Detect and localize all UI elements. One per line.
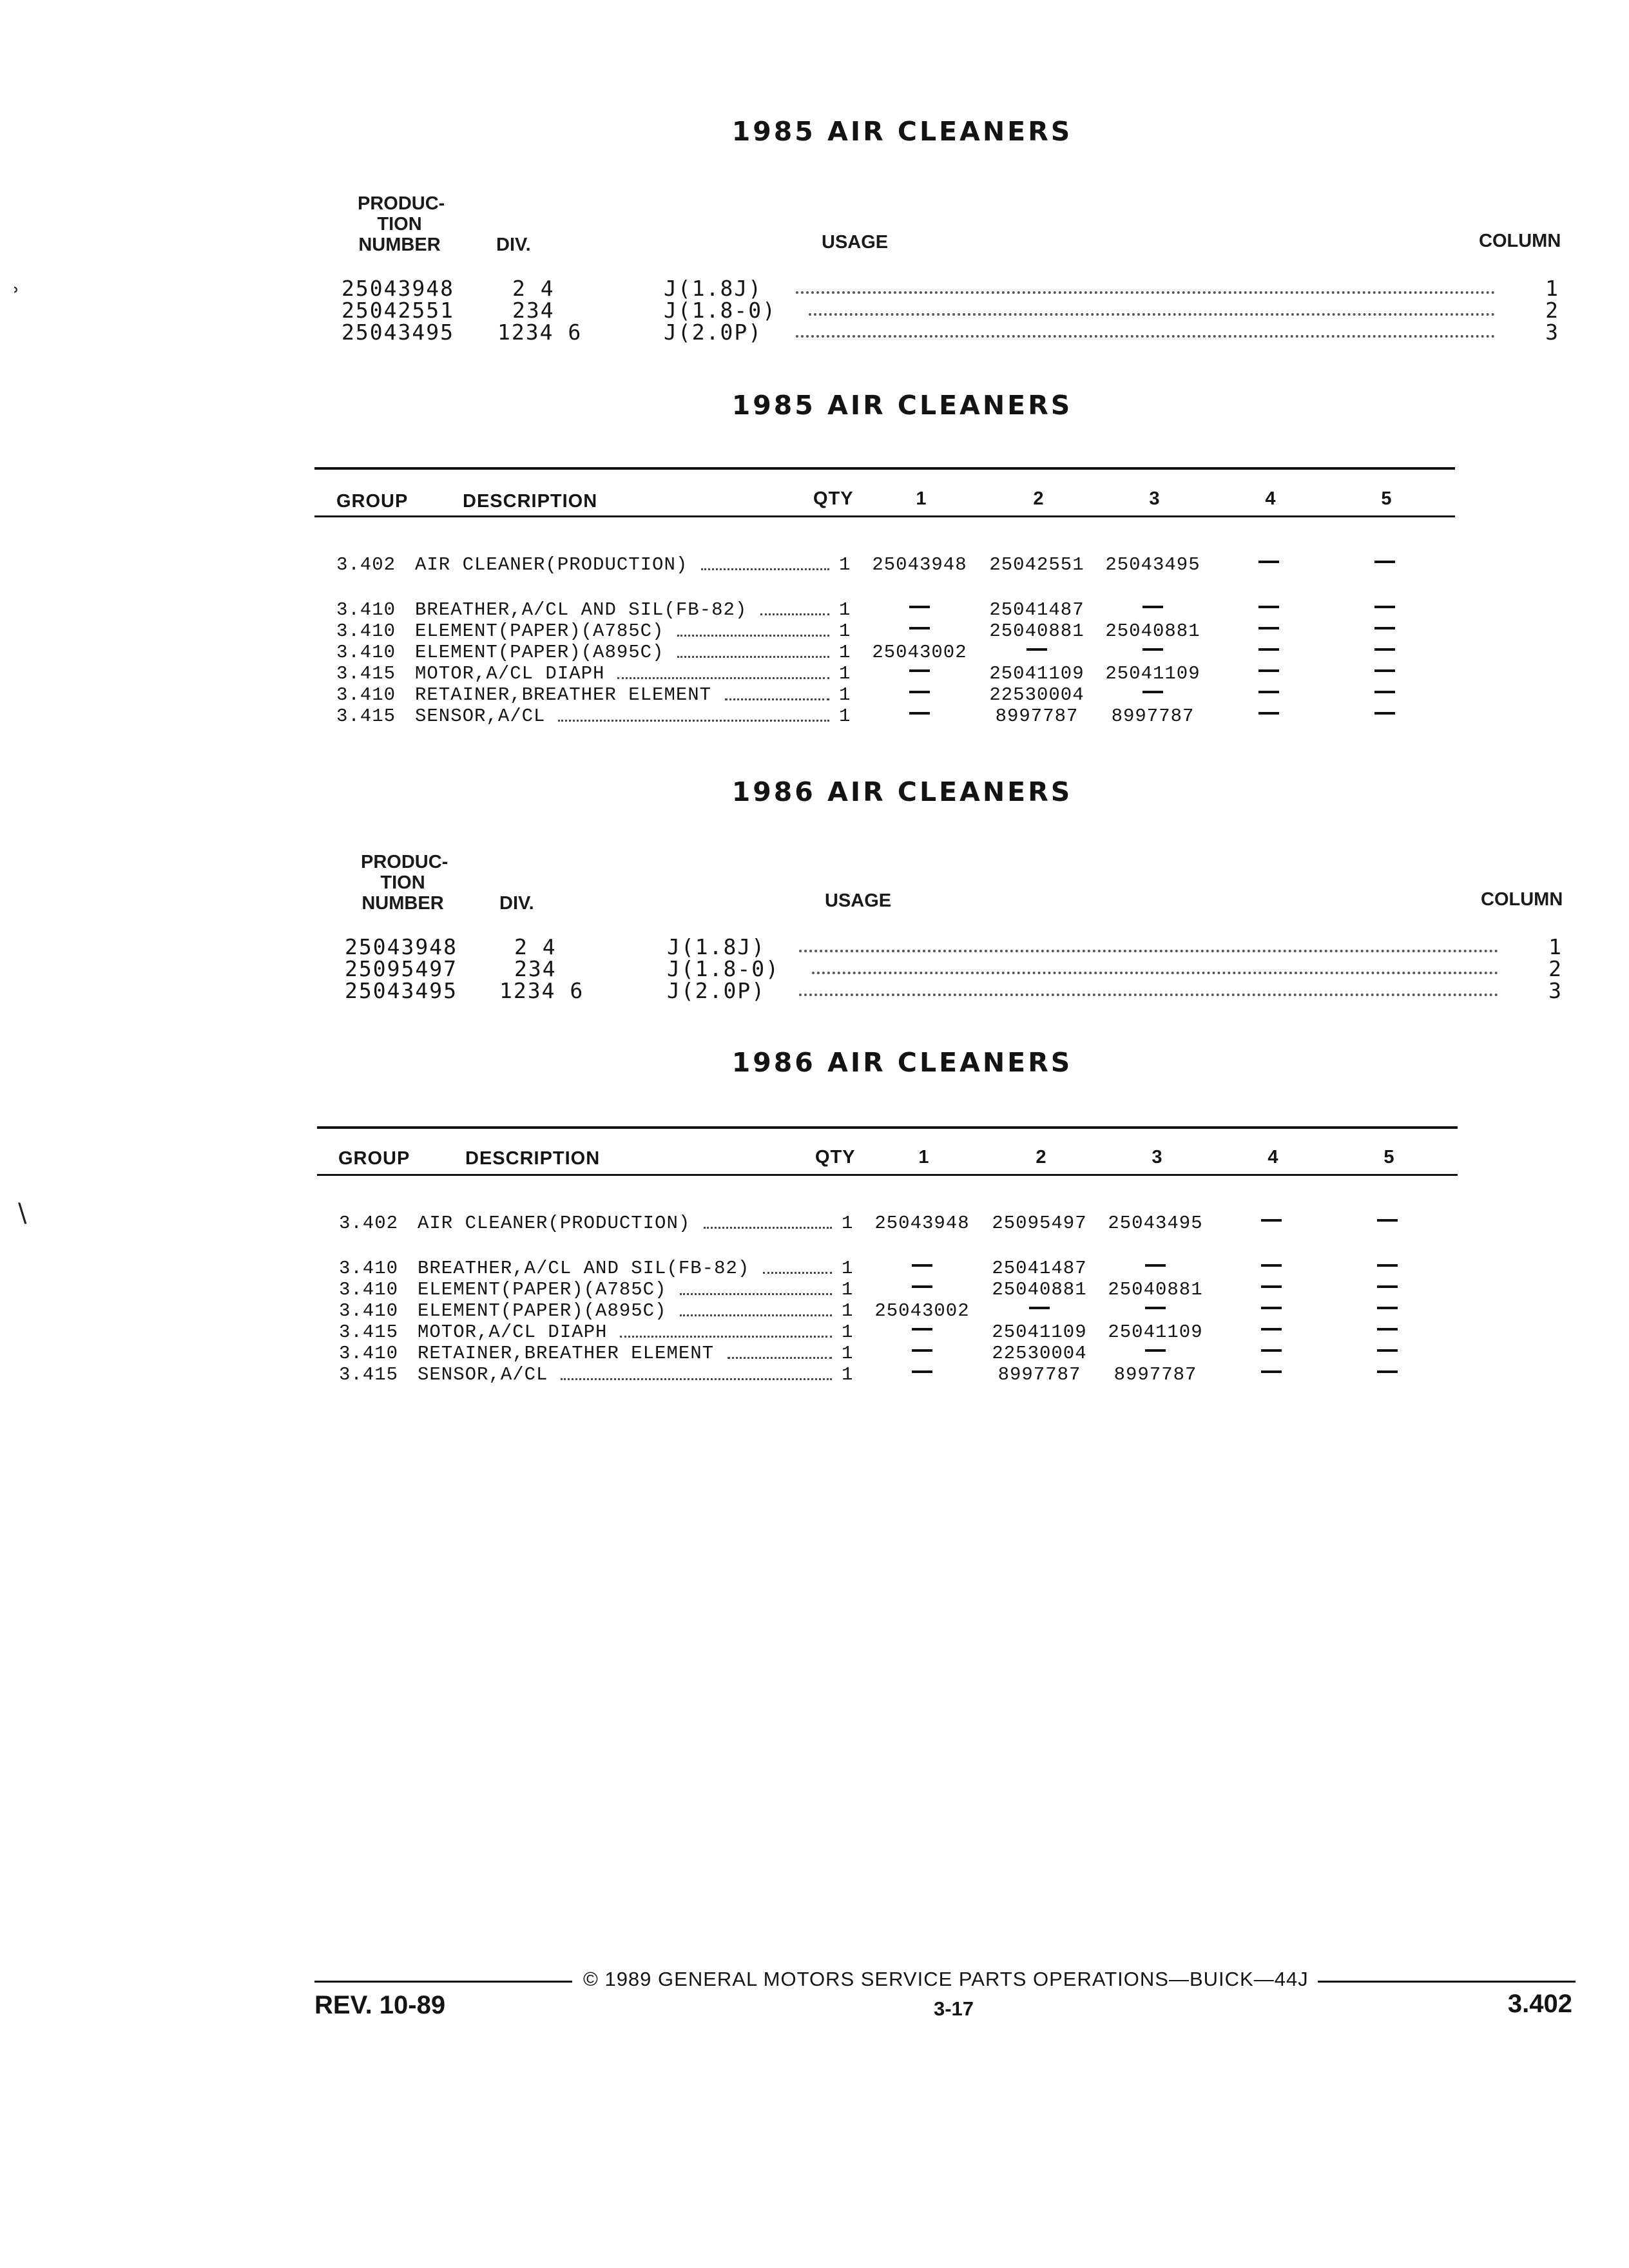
none-dash <box>1261 1328 1282 1331</box>
part-number: 8997787 <box>998 1364 1081 1385</box>
division: 1234 6 <box>499 978 584 1003</box>
part-number: 25040881 <box>1108 1279 1203 1300</box>
column-header: COLUMN <box>1481 889 1563 910</box>
leader-dots <box>704 1219 833 1229</box>
leader-dots <box>561 1370 833 1380</box>
column-number: 1 <box>1548 934 1563 959</box>
quantity: 1 <box>839 599 851 620</box>
column-header-3: 3 <box>1149 488 1161 509</box>
column-header-5: 5 <box>1383 1147 1395 1168</box>
part-number: 25043948 <box>874 1213 970 1234</box>
quantity: 1 <box>839 663 851 684</box>
section-title: 1986 AIR CLEANERS <box>731 776 1073 807</box>
footer-revision: REV. 10-89 <box>314 1991 446 2019</box>
column-header-4: 4 <box>1268 1147 1279 1168</box>
part-number: 25040881 <box>1105 620 1200 642</box>
part-number: 25041487 <box>989 599 1084 620</box>
part-number: 25043495 <box>1105 554 1200 575</box>
column-header-qty: QTY <box>815 1147 856 1168</box>
none-dash <box>912 1328 932 1331</box>
group-number: 3.410 <box>339 1279 399 1300</box>
column-header-3: 3 <box>1152 1147 1163 1168</box>
division: 234 <box>514 956 557 981</box>
none-dash <box>1145 1349 1166 1352</box>
footer-copyright: © 1989 GENERAL MOTORS SERVICE PARTS OPERATIONS—BUICK—44J <box>583 1968 1309 1990</box>
none-dash <box>1377 1370 1398 1373</box>
footer-rule-left <box>314 1981 572 1983</box>
column-number: 3 <box>1548 978 1563 1003</box>
part-number: 25041109 <box>1108 1321 1203 1343</box>
column-header: COLUMN <box>1479 231 1561 251</box>
none-dash <box>1145 1307 1166 1309</box>
usage: J(2.0P) <box>667 978 766 1003</box>
part-number: 25040881 <box>992 1279 1087 1300</box>
group-number: 3.415 <box>339 1364 399 1385</box>
margin-mark: ʾ <box>13 284 21 310</box>
column-header-2: 2 <box>1033 488 1045 509</box>
column-header-1: 1 <box>916 488 927 509</box>
quantity: 1 <box>842 1258 854 1279</box>
table-top-rule <box>317 1126 1458 1129</box>
none-dash <box>1377 1307 1398 1309</box>
division: 2 4 <box>514 934 557 959</box>
group-number: 3.410 <box>339 1258 399 1279</box>
part-description: BREATHER,A/CL AND SIL(FB-82) <box>415 599 747 620</box>
column-number: 3 <box>1545 320 1559 345</box>
part-number: 25043002 <box>872 642 967 663</box>
part-number: 25041109 <box>989 663 1084 684</box>
section-title: 1985 AIR CLEANERS <box>731 116 1073 147</box>
part-number: 25043948 <box>872 554 967 575</box>
part-number: 25040881 <box>989 620 1084 642</box>
none-dash <box>1145 1264 1166 1267</box>
footer-group-number: 3.402 <box>1507 1990 1572 2018</box>
part-description: ELEMENT(PAPER)(A785C) <box>418 1279 667 1300</box>
production-number: 25043948 <box>342 276 454 301</box>
part-number: 25041109 <box>992 1321 1087 1343</box>
column-number: 2 <box>1545 298 1559 323</box>
div-header: DIV. <box>499 893 534 914</box>
quantity: 1 <box>839 642 851 663</box>
footer-page-number: 3-17 <box>933 1997 974 2020</box>
part-number: 25041109 <box>1105 663 1200 684</box>
leader-dots <box>680 1285 833 1295</box>
column-number: 1 <box>1545 276 1559 301</box>
column-number: 2 <box>1548 956 1563 981</box>
none-dash <box>912 1264 932 1267</box>
part-description: ELEMENT(PAPER)(A895C) <box>415 642 664 663</box>
division: 1234 6 <box>497 320 583 345</box>
part-number: 8997787 <box>1113 1364 1197 1385</box>
none-dash <box>1377 1219 1398 1222</box>
margin-mark: \ <box>18 1198 27 1228</box>
part-number: 25042551 <box>989 554 1084 575</box>
usage: J(2.0P) <box>664 320 763 345</box>
none-dash <box>912 1285 932 1288</box>
group-number: 3.415 <box>336 706 396 727</box>
group-number: 3.402 <box>339 1213 399 1234</box>
none-dash <box>1029 1307 1050 1309</box>
none-dash <box>912 1370 932 1373</box>
none-dash <box>1261 1307 1282 1309</box>
quantity: 1 <box>842 1213 854 1234</box>
part-description: AIR CLEANER(PRODUCTION) <box>418 1213 691 1234</box>
leader-dots <box>763 1264 832 1274</box>
production-header-line: TION <box>377 214 422 235</box>
part-number: 25041487 <box>992 1258 1087 1279</box>
section-title: 1985 AIR CLEANERS <box>731 390 1073 421</box>
leader-dots <box>680 1307 833 1316</box>
quantity: 1 <box>842 1300 854 1321</box>
leader-dots <box>728 1349 833 1359</box>
group-number: 3.402 <box>336 554 396 575</box>
usage: J(1.8-0) <box>664 298 776 323</box>
production-number: 25043495 <box>342 320 454 345</box>
production-number: 25095497 <box>345 956 458 981</box>
column-header-5: 5 <box>1381 488 1393 509</box>
footer-rule-right <box>1318 1981 1576 1983</box>
leader-dots <box>620 1328 832 1338</box>
group-number: 3.410 <box>336 599 396 620</box>
none-dash <box>1377 1349 1398 1352</box>
part-number: 22530004 <box>989 684 1084 706</box>
group-number: 3.410 <box>339 1343 399 1364</box>
production-number: 25043495 <box>345 978 458 1003</box>
none-dash <box>1377 1328 1398 1331</box>
part-description: RETAINER,BREATHER ELEMENT <box>415 684 712 706</box>
division: 234 <box>512 298 555 323</box>
part-description: MOTOR,A/CL DIAPH <box>418 1321 608 1343</box>
group-number: 3.410 <box>336 642 396 663</box>
quantity: 1 <box>839 684 851 706</box>
production-number: 25042551 <box>342 298 454 323</box>
column-header-description: DESCRIPTION <box>465 1148 601 1169</box>
quantity: 1 <box>842 1279 854 1300</box>
part-description: RETAINER,BREATHER ELEMENT <box>418 1343 715 1364</box>
quantity: 1 <box>842 1343 854 1364</box>
part-number: 8997787 <box>995 706 1079 727</box>
group-number: 3.415 <box>339 1321 399 1343</box>
quantity: 1 <box>839 554 851 575</box>
usage: J(1.8J) <box>664 276 763 301</box>
production-header-line: NUMBER <box>361 893 444 914</box>
usage-header: USAGE <box>822 232 889 253</box>
none-dash <box>1377 1264 1398 1267</box>
production-number: 25043948 <box>345 934 458 959</box>
column-header-group: GROUP <box>338 1148 410 1169</box>
column-header-2: 2 <box>1036 1147 1047 1168</box>
production-header-line: PRODUC- <box>361 852 448 872</box>
column-header-4: 4 <box>1265 488 1277 509</box>
group-number: 3.410 <box>336 620 396 642</box>
none-dash <box>1261 1264 1282 1267</box>
none-dash <box>1261 1349 1282 1352</box>
part-description: ELEMENT(PAPER)(A785C) <box>415 620 664 642</box>
quantity: 1 <box>842 1321 854 1343</box>
none-dash <box>912 1349 932 1352</box>
part-number: 8997787 <box>1111 706 1195 727</box>
quantity: 1 <box>839 706 851 727</box>
part-number: 25095497 <box>992 1213 1087 1234</box>
group-number: 3.410 <box>339 1300 399 1321</box>
section-title: 1986 AIR CLEANERS <box>731 1047 1073 1078</box>
table-header-rule <box>317 1174 1458 1176</box>
production-header-line: TION <box>380 872 425 893</box>
none-dash <box>1261 1219 1282 1222</box>
production-header-line: NUMBER <box>358 235 441 255</box>
column-header-qty: QTY <box>813 488 854 509</box>
usage-header: USAGE <box>825 890 892 911</box>
none-dash <box>1261 1285 1282 1288</box>
column-header-1: 1 <box>918 1147 930 1168</box>
part-number: 25043002 <box>874 1300 970 1321</box>
group-number: 3.410 <box>336 684 396 706</box>
quantity: 1 <box>839 620 851 642</box>
none-dash <box>1377 1285 1398 1288</box>
production-header-line: PRODUC- <box>358 193 445 214</box>
part-number: 22530004 <box>992 1343 1087 1364</box>
column-header-group: GROUP <box>336 491 409 512</box>
part-description: BREATHER,A/CL AND SIL(FB-82) <box>418 1258 750 1279</box>
group-number: 3.415 <box>336 663 396 684</box>
usage: J(1.8-0) <box>667 956 780 981</box>
division: 2 4 <box>512 276 555 301</box>
part-description: MOTOR,A/CL DIAPH <box>415 663 605 684</box>
column-header-description: DESCRIPTION <box>463 491 598 512</box>
part-number: 25043495 <box>1108 1213 1203 1234</box>
part-description: AIR CLEANER(PRODUCTION) <box>415 554 688 575</box>
div-header: DIV. <box>496 235 531 255</box>
part-description: ELEMENT(PAPER)(A895C) <box>418 1300 667 1321</box>
usage: J(1.8J) <box>667 934 766 959</box>
part-description: SENSOR,A/CL <box>415 706 546 727</box>
quantity: 1 <box>842 1364 854 1385</box>
part-description: SENSOR,A/CL <box>418 1364 548 1385</box>
none-dash <box>1261 1370 1282 1373</box>
